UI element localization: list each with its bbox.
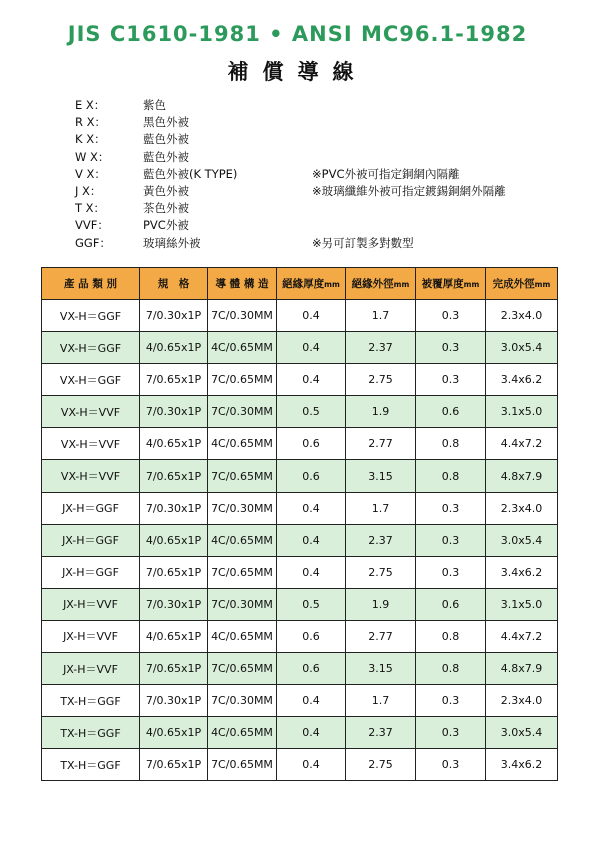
table-cell: 4/0.65x1P	[140, 332, 208, 364]
table-cell: VX-H＝VVF	[42, 460, 140, 492]
table-cell: 0.3	[416, 300, 486, 332]
table-cell: 1.7	[346, 492, 416, 524]
table-cell: VX-H＝VVF	[42, 428, 140, 460]
table-cell: 7C/0.30MM	[208, 300, 277, 332]
table-cell: 0.3	[416, 717, 486, 749]
table-cell: 0.8	[416, 460, 486, 492]
column-header-label: 被覆厚度	[421, 278, 464, 290]
spec-table	[41, 267, 558, 781]
table-cell: 4.4x7.2	[486, 428, 558, 460]
legend-code: T X：	[75, 201, 106, 216]
legend-code: K X：	[75, 132, 106, 147]
legend-description: 藍色外被(K TYPE)	[143, 166, 238, 181]
column-header	[140, 268, 208, 300]
table-cell: 0.4	[277, 332, 346, 364]
legend-description: 紫色	[143, 98, 166, 112]
table-cell: TX-H＝GGF	[42, 685, 140, 717]
table-cell: 2.75	[346, 556, 416, 588]
table-cell: 0.6	[416, 396, 486, 428]
table-cell: 4.4x7.2	[486, 620, 558, 652]
table-cell: 1.7	[346, 300, 416, 332]
legend-description: 藍色外被	[143, 132, 189, 147]
table-row	[42, 620, 558, 652]
column-header-label: 絕緣外徑	[351, 278, 394, 290]
legend-description: 黑色外被	[143, 115, 189, 130]
table-cell: 0.4	[277, 300, 346, 332]
table-cell: 0.5	[277, 396, 346, 428]
table-row	[42, 685, 558, 717]
table-cell: 7/0.65x1P	[140, 364, 208, 396]
table-cell: TX-H＝GGF	[42, 717, 140, 749]
table-cell: 3.0x5.4	[486, 717, 558, 749]
table-cell: 2.75	[346, 364, 416, 396]
legend-item	[75, 166, 506, 183]
table-cell: VX-H＝GGF	[42, 332, 140, 364]
table-cell: 2.37	[346, 332, 416, 364]
table-cell: 3.0x5.4	[486, 524, 558, 556]
table-row	[42, 588, 558, 620]
table-cell: 7C/0.65MM	[208, 653, 277, 685]
table-cell: VX-H＝GGF	[42, 300, 140, 332]
column-header-unit: mm	[324, 280, 340, 289]
table-cell: 0.4	[277, 556, 346, 588]
table-cell: 0.4	[277, 364, 346, 396]
table-cell: 4C/0.65MM	[208, 428, 277, 460]
table-cell: 0.3	[416, 524, 486, 556]
legend-description: PVC外被	[143, 218, 189, 233]
table-cell: 0.6	[416, 588, 486, 620]
legend-description: 茶色外被	[143, 201, 189, 216]
legend-note: ※PVC外被可指定銅網內隔離	[312, 166, 460, 181]
page-title: JIS C1610-1981 • ANSI MC96.1-1982	[67, 22, 528, 46]
table-cell: 7C/0.30MM	[208, 396, 277, 428]
table-cell: 7C/0.65MM	[208, 460, 277, 492]
column-header-label: 絕緣厚度	[282, 278, 325, 290]
legend-item	[75, 235, 506, 252]
table-cell: VX-H＝VVF	[42, 396, 140, 428]
column-header-label: 規 格	[157, 278, 190, 290]
legend-item	[75, 114, 506, 131]
table-cell: 4/0.65x1P	[140, 524, 208, 556]
column-header	[277, 268, 346, 300]
table-cell: 4C/0.65MM	[208, 620, 277, 652]
legend-note: ※另可訂製多對數型	[312, 235, 414, 250]
table-cell: 0.6	[277, 653, 346, 685]
legend-item	[75, 149, 506, 166]
table-row	[42, 556, 558, 588]
table-row	[42, 332, 558, 364]
legend-description: 玻璃絲外被	[143, 235, 201, 250]
table-row	[42, 428, 558, 460]
table-cell: 4C/0.65MM	[208, 717, 277, 749]
table-cell: 1.7	[346, 685, 416, 717]
table-cell: 0.3	[416, 556, 486, 588]
table-cell: JX-H＝VVF	[42, 588, 140, 620]
legend-code: W X：	[75, 149, 110, 164]
table-cell: JX-H＝GGF	[42, 556, 140, 588]
legend-code: GGF：	[75, 235, 111, 250]
table-cell: 2.37	[346, 717, 416, 749]
table-cell: 7/0.65x1P	[140, 556, 208, 588]
table-cell: 1.9	[346, 588, 416, 620]
table-cell: 7/0.30x1P	[140, 300, 208, 332]
table-cell: 0.3	[416, 492, 486, 524]
table-cell: 0.3	[416, 364, 486, 396]
legend-note: ※玻璃纖維外被可指定鍍錫銅網外隔離	[312, 183, 506, 198]
table-cell: 1.9	[346, 396, 416, 428]
table-cell: 4/0.65x1P	[140, 717, 208, 749]
table-cell: 0.3	[416, 685, 486, 717]
table-cell: 4.8x7.9	[486, 653, 558, 685]
table-cell: 0.4	[277, 492, 346, 524]
table-cell: 0.6	[277, 620, 346, 652]
table-cell: 7C/0.30MM	[208, 492, 277, 524]
legend-code: V X：	[75, 166, 106, 181]
table-cell: 7C/0.30MM	[208, 685, 277, 717]
legend-code: VVF：	[75, 218, 109, 233]
table-cell: 2.3x4.0	[486, 300, 558, 332]
table-cell: 2.75	[346, 749, 416, 781]
legend-description: 黃色外被	[143, 183, 189, 198]
table-cell: 2.3x4.0	[486, 492, 558, 524]
table-cell: 7/0.30x1P	[140, 685, 208, 717]
table-cell: 0.4	[277, 685, 346, 717]
table-row	[42, 396, 558, 428]
legend-code: E X：	[75, 98, 106, 112]
table-cell: 4C/0.65MM	[208, 332, 277, 364]
table-cell: 4.8x7.9	[486, 460, 558, 492]
legend-code: R X：	[75, 115, 107, 130]
table-cell: 0.8	[416, 653, 486, 685]
table-cell: 0.4	[277, 524, 346, 556]
table-cell: 3.15	[346, 653, 416, 685]
table-cell: 0.5	[277, 588, 346, 620]
column-header-label: 產 品 類 別	[64, 278, 117, 290]
legend-item	[75, 183, 506, 200]
table-row	[42, 717, 558, 749]
legend-item	[75, 131, 506, 148]
table-cell: 0.4	[277, 749, 346, 781]
legend-description: 藍色外被	[143, 149, 189, 164]
table-cell: 0.4	[277, 717, 346, 749]
legend-code: J X：	[75, 183, 102, 198]
table-cell: 3.4x6.2	[486, 556, 558, 588]
table-cell: VX-H＝GGF	[42, 364, 140, 396]
table-cell: 3.4x6.2	[486, 364, 558, 396]
table-header-row	[42, 268, 558, 300]
column-header-label: 導 體 構 造	[215, 278, 269, 290]
column-header-unit: mm	[534, 280, 551, 289]
table-row	[42, 364, 558, 396]
table-cell: 4/0.65x1P	[140, 428, 208, 460]
table-cell: 0.6	[277, 460, 346, 492]
table-cell: 3.0x5.4	[486, 332, 558, 364]
table-cell: 2.77	[346, 620, 416, 652]
table-cell: 2.3x4.0	[486, 685, 558, 717]
table-cell: 3.1x5.0	[486, 396, 558, 428]
table-cell: 0.8	[416, 620, 486, 652]
table-row	[42, 653, 558, 685]
table-cell: 0.3	[416, 749, 486, 781]
color-code-legend	[75, 97, 506, 252]
table-row	[42, 524, 558, 556]
legend-item	[75, 97, 506, 114]
table-cell: 7C/0.65MM	[208, 556, 277, 588]
table-cell: 7/0.30x1P	[140, 396, 208, 428]
table-cell: JX-H＝VVF	[42, 620, 140, 652]
table-cell: 7/0.65x1P	[140, 653, 208, 685]
table-cell: 3.1x5.0	[486, 588, 558, 620]
page-subtitle: 補償導線	[227, 60, 368, 84]
column-header	[208, 268, 277, 300]
table-cell: 2.37	[346, 524, 416, 556]
table-cell: 4C/0.65MM	[208, 524, 277, 556]
table-cell: 0.6	[277, 428, 346, 460]
table-cell: 0.8	[416, 428, 486, 460]
table-cell: 3.15	[346, 460, 416, 492]
table-cell: JX-H＝VVF	[42, 653, 140, 685]
column-header-unit: mm	[393, 280, 410, 289]
table-cell: 7C/0.30MM	[208, 588, 277, 620]
legend-item	[75, 217, 506, 234]
table-cell: 0.3	[416, 332, 486, 364]
table-cell: JX-H＝GGF	[42, 524, 140, 556]
table-cell: 7/0.30x1P	[140, 588, 208, 620]
column-header	[346, 268, 416, 300]
table-cell: 7/0.65x1P	[140, 460, 208, 492]
column-header-unit: mm	[463, 280, 480, 289]
table-cell: 7/0.65x1P	[140, 749, 208, 781]
table-cell: JX-H＝GGF	[42, 492, 140, 524]
column-header	[486, 268, 558, 300]
table-row	[42, 749, 558, 781]
table-row	[42, 492, 558, 524]
column-header-label: 完成外徑	[492, 278, 535, 290]
column-header	[416, 268, 486, 300]
table-cell: 3.4x6.2	[486, 749, 558, 781]
table-cell: 4/0.65x1P	[140, 620, 208, 652]
table-cell: 7C/0.65MM	[208, 749, 277, 781]
column-header	[42, 268, 140, 300]
table-row	[42, 300, 558, 332]
table-cell: 7/0.30x1P	[140, 492, 208, 524]
table-cell: 7C/0.65MM	[208, 364, 277, 396]
table-cell: 2.77	[346, 428, 416, 460]
legend-item	[75, 200, 506, 217]
table-cell: TX-H＝GGF	[42, 749, 140, 781]
table-row	[42, 460, 558, 492]
